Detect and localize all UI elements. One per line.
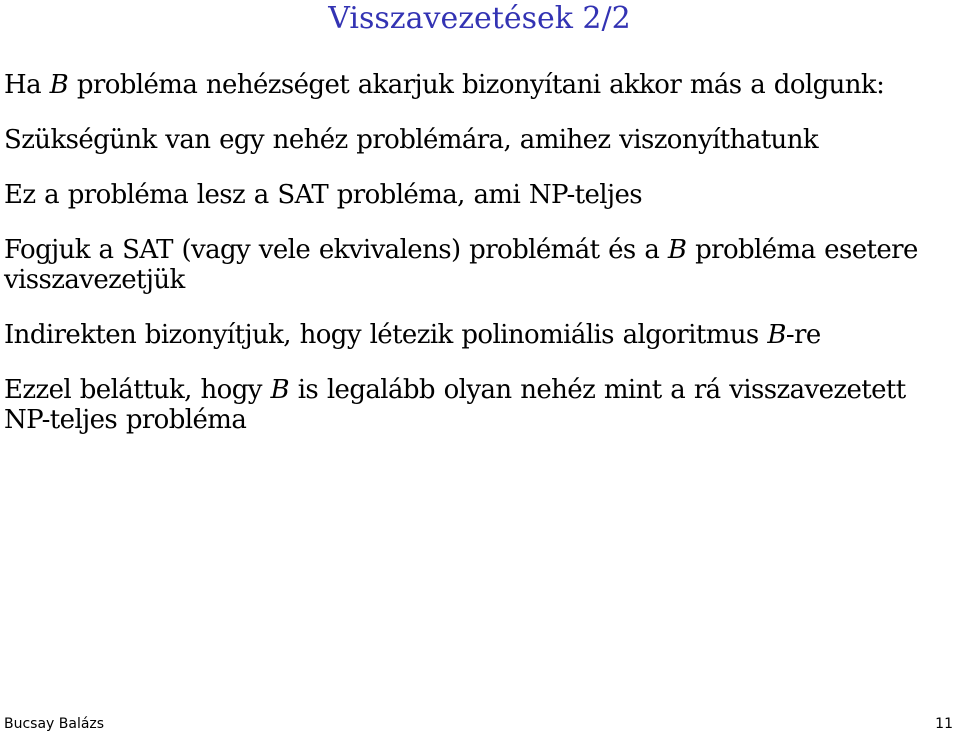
text-segment: Szükségünk van egy nehéz problémára, amihez viszonyíthatunk: [4, 125, 818, 155]
paragraph-6: [4, 375, 956, 435]
paragraph-5: [4, 320, 956, 350]
text-segment: is legalább olyan nehéz mint a rá visszavezetett NP-teljes probléma: [4, 375, 906, 435]
paragraph-3: [4, 180, 956, 210]
math-variable-b: B: [49, 70, 69, 100]
slide-footer: [0, 713, 959, 735]
paragraph-4: [4, 235, 956, 295]
text-segment: probléma nehézséget akarjuk bizonyítani akkor más a dolgunk:: [68, 70, 885, 100]
text-segment: Ha: [4, 70, 50, 100]
paragraph-1: [4, 70, 956, 100]
slide-title: Visszavezetések 2/2: [328, 1, 631, 36]
math-variable-b: B: [667, 235, 687, 265]
text-segment: -re: [785, 320, 821, 350]
math-variable-b: B: [767, 320, 786, 350]
text-segment: probléma esetere visszavezetjük: [4, 235, 918, 295]
page-number: 11: [935, 716, 953, 732]
paragraph-2: [4, 125, 956, 155]
text-segment: Ezzel beláttuk, hogy: [4, 375, 271, 405]
math-variable-b: B: [270, 375, 290, 405]
text-segment: Fogjuk a SAT (vagy vele ekvivalens) problémát és a: [4, 235, 668, 265]
footer-author: Bucsay Balázs: [4, 716, 105, 732]
slide-body: [4, 70, 956, 460]
text-segment: Ez a probléma lesz a SAT probléma, ami NP-teljes: [4, 180, 642, 210]
text-segment: Indirekten bizonyítjuk, hogy létezik polinomiális algoritmus: [4, 320, 768, 350]
